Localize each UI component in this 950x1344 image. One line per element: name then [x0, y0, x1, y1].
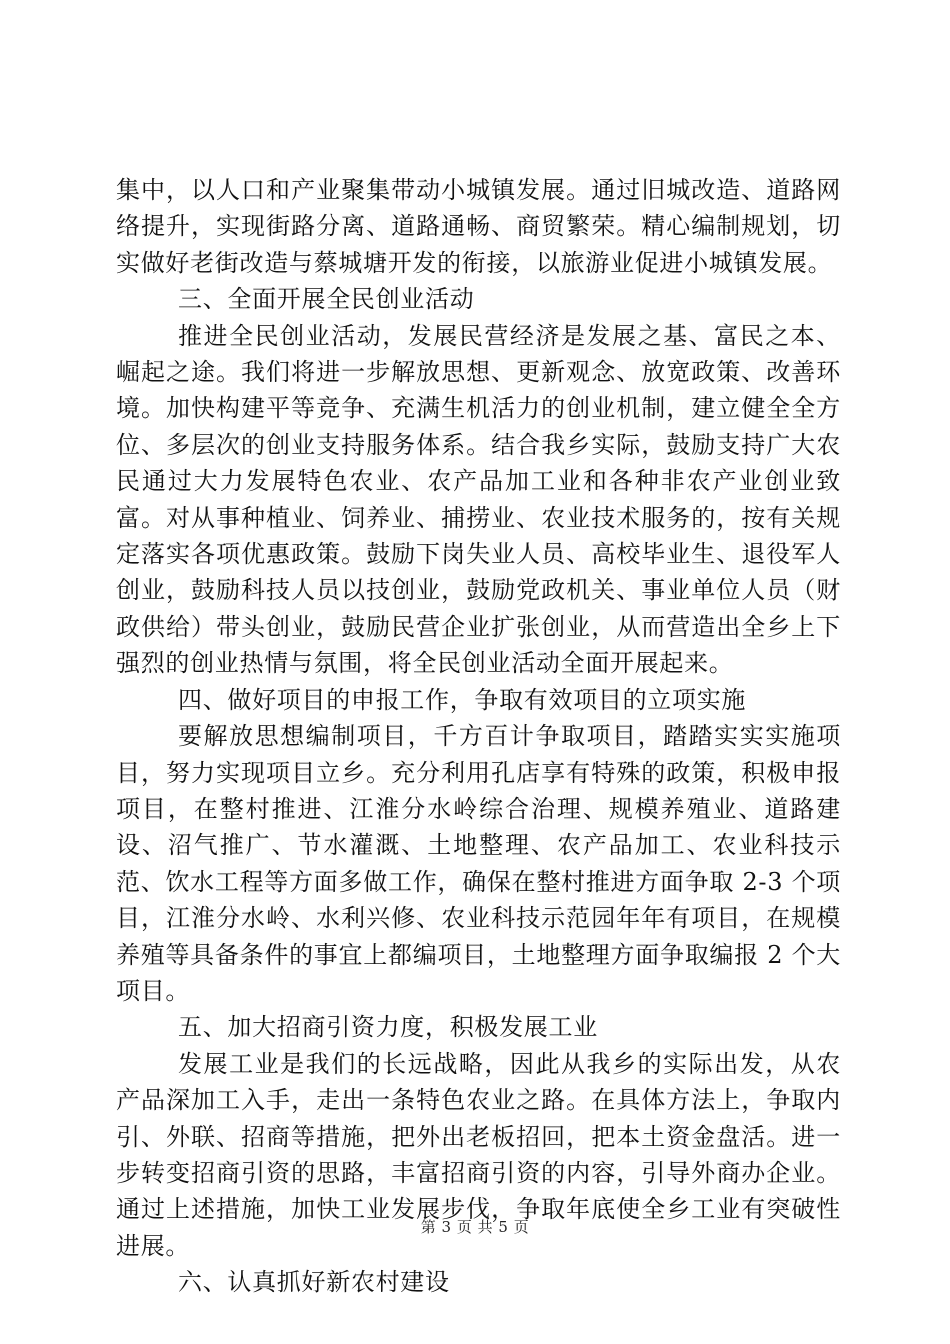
- paragraph-entrepreneurship: 推进全民创业活动，发展民营经济是发展之基、富民之本、崛起之途。我们将进一步解放思想、更新观念、放宽政策、改善环境。加快构建平等竞争、充满生机活力的创业机制，建立健全全方位、多层次的创业支持服务体系。结合我乡实际，鼓励支持广大农民通过大力发展特色农业、农产品加工业和各种非农产业创业致富。对从事种植业、饲养业、捕捞业、农业技术服务的，按有关规定落实各项优惠政策。鼓励下岗失业人员、高校毕业生、退役军人创业，鼓励科技人员以技创业，鼓励党政机关、事业单位人员（财政供给）带头创业，鼓励民营企业扩张创业，从而营造出全乡上下强烈的创业热情与氛围，将全民创业活动全面开展起来。: [116, 321, 841, 678]
- paragraph-continuation: 集中，以人口和产业聚集带动小城镇发展。通过旧城改造、道路网络提升，实现街路分离、道路通畅、商贸繁荣。精心编制规划，切实做好老街改造与蔡城塘开发的衔接，以旅游业促进小城镇发展。: [116, 176, 841, 277]
- paragraph-projects: 要解放思想编制项目，千方百计争取项目，踏踏实实实施项目，努力实现项目立乡。充分利用孔店享有特殊的政策，积极申报项目，在整村推进、江淮分水岭综合治理、规模养殖业、道路建设、沼气推广、节水灌溉、土地整理、农产品加工、农业科技示范、饮水工程等方面多做工作，确保在整村推进方面争取 2-3 个项目，江淮分水岭、水利兴修、农业科技示范园年年有项目，在规模养殖等具备条件的事宜上都编项目，土地整理方面争取编报 2 个大项目。: [116, 722, 841, 1005]
- section-heading-5: 五、加大招商引资力度，积极发展工业: [178, 1013, 598, 1042]
- section-heading-4: 四、做好项目的申报工作，争取有效项目的立项实施: [178, 685, 747, 714]
- section-heading-3: 三、全面开展全民创业活动: [178, 285, 475, 314]
- section-heading-6: 六、认真抓好新农村建设: [178, 1268, 450, 1297]
- paragraph-investment: 发展工业是我们的长远战略，因此从我乡的实际出发，从农产品深加工入手，走出一条特色农业之路。在具体方法上，争取内引、外联、招商等措施，把外出老板招回，把本土资金盘活。进一步转变招商引资的思路，丰富招商引资的内容，引导外商办企业。通过上述措施，加快工业发展步伐，争取年底使全乡工业有突破性进展。: [116, 1049, 841, 1260]
- document-body: [116, 172, 841, 1301]
- page-footer: 第 3 页 共 5 页: [420, 1218, 530, 1236]
